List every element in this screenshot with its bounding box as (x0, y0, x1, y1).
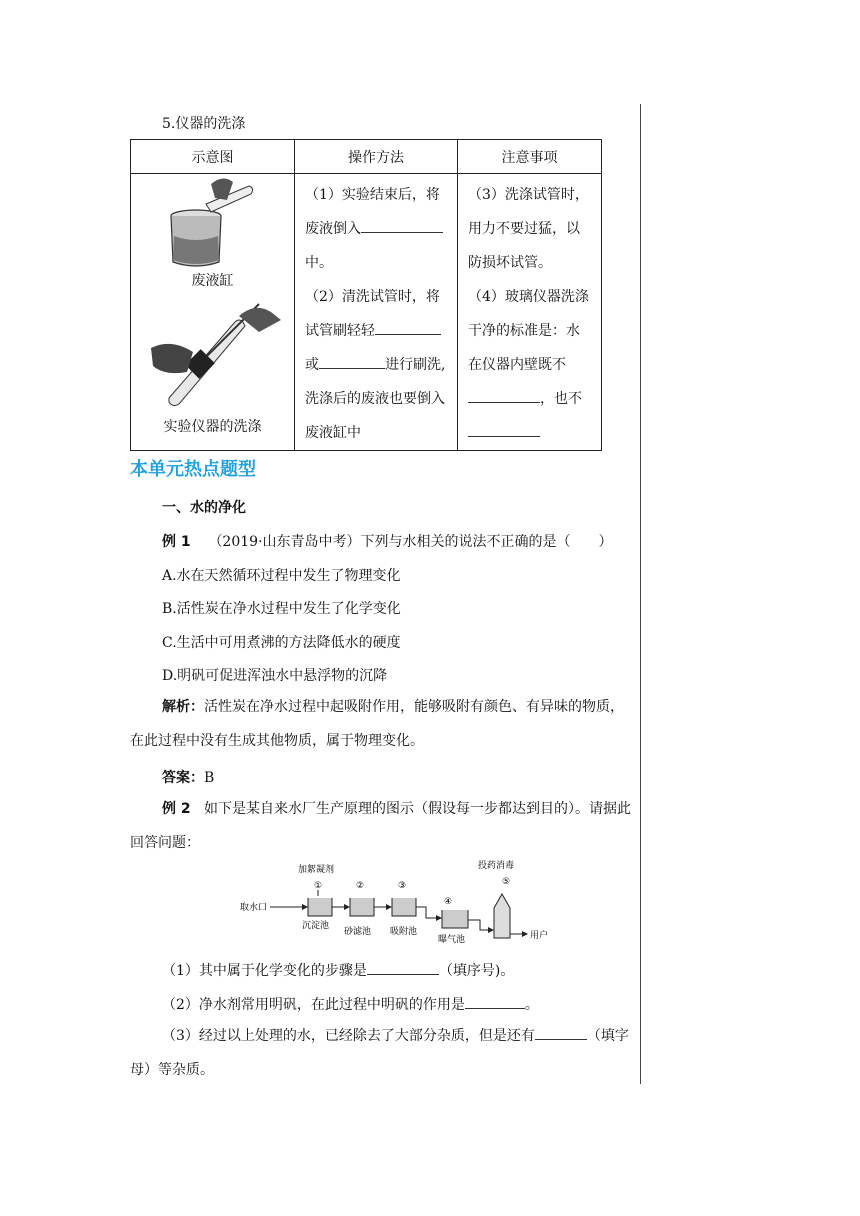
heading: 5.仪器的洗涤 (162, 116, 246, 132)
method-step-2b: 或 (305, 357, 319, 373)
caption-waste-jar: 废液缸 (191, 273, 234, 289)
note-4a: （4）玻璃仪器洗涤干净的标准是：水在仪器内壁既不 (468, 289, 589, 373)
answer-blank[interactable] (468, 388, 540, 403)
analysis-label: 解析： (162, 699, 204, 715)
washing-table (130, 139, 602, 451)
inlet-label: 取水口 (240, 903, 268, 913)
answer-blank[interactable] (375, 320, 441, 335)
answer-line (162, 767, 214, 787)
option-c: C.生活中可用煮沸的方法降低水的硬度 (162, 635, 401, 651)
answer-blank[interactable] (465, 994, 525, 1009)
q1-text-a: （1）其中属于化学变化的步骤是 (162, 963, 367, 979)
q3-text-b: （填字母）等杂质。 (130, 1028, 629, 1078)
coagulant-label: 加絮凝剂 (298, 865, 335, 875)
answer-blank[interactable] (468, 422, 540, 437)
analysis-paragraph (130, 690, 635, 758)
header-diagram: 示意图 (131, 140, 295, 174)
note-4b: ，也不 (540, 391, 582, 407)
answer-value: B (204, 770, 215, 786)
q1-text-b: （填序号)。 (438, 963, 515, 979)
q2-text-a: （2）净水剂常用明矾，在此过程中明矾的作用是 (162, 997, 465, 1013)
figure-cell (131, 174, 295, 451)
caption-instrument-washing: 实验仪器的洗涤 (163, 419, 262, 435)
method-step-1a: （1）实验结束后，将废液倒入 (305, 187, 440, 237)
answer-blank[interactable] (535, 1025, 587, 1040)
q2-text-b: 。 (524, 997, 539, 1013)
step5-number: ⑤ (502, 877, 511, 887)
example1-stem (162, 531, 613, 551)
method-step-1b: 中。 (305, 255, 333, 271)
water-treatment-diagram (240, 858, 570, 948)
example2-stem (130, 792, 635, 860)
question-1 (162, 960, 514, 980)
step4-label: 曝气池 (438, 935, 466, 945)
option-d: D.明矾可促进浑浊水中悬浮物的沉降 (162, 668, 388, 684)
option-a: A.水在天然循环过程中发生了物理变化 (162, 568, 401, 584)
header-method: 操作方法 (295, 140, 458, 174)
answer-blank[interactable] (319, 354, 385, 369)
note-3: （3）洗涤试管时，用力不要过猛，以防损坏试管。 (468, 187, 589, 271)
analysis-text: 活性炭在净水过程中起吸附作用，能够吸附有颜色、有异味的物质，在此过程中没有生成其他物质，属于物理变化。 (130, 699, 624, 749)
step4-number: ④ (444, 897, 453, 907)
step1-label: 沉淀池 (302, 921, 330, 931)
example1-label: 例 1 (162, 534, 191, 550)
notes-cell (458, 174, 602, 451)
question-3 (130, 1019, 635, 1087)
step2-label: 砂滤池 (344, 927, 372, 937)
method-step-2c: 进行刷洗,洗涤后的废液也要倒入废液缸中 (305, 357, 446, 441)
step2-number: ② (356, 881, 365, 891)
waste-beaker-illustration (131, 174, 295, 274)
answer-blank[interactable] (361, 218, 443, 233)
subsection-title: 一、水的净化 (162, 500, 246, 516)
option-b: B.活性炭在净水过程中发生了化学变化 (162, 601, 401, 617)
step1-number: ① (314, 881, 323, 891)
answer-label: 答案： (162, 770, 204, 786)
section-title: 本单元热点题型 (130, 459, 256, 480)
user-label: 用户 (530, 931, 549, 941)
example2-label: 例 2 (162, 801, 191, 817)
step3-label: 吸附池 (390, 927, 418, 937)
tube-washing-illustration (131, 302, 295, 412)
method-cell (295, 174, 458, 451)
q3-text-a: （3）经过以上处理的水，已经除去了大部分杂质，但是还有 (162, 1028, 535, 1044)
example2-question: 如下是某自来水厂生产原理的图示（假设每一步都达到目的）。请据此回答问题： (130, 801, 631, 851)
header-notes: 注意事项 (458, 140, 602, 174)
example1-question: （2019·山东青岛中考）下列与水相关的说法不正确的是（ ） (208, 534, 613, 550)
question-2 (162, 994, 539, 1014)
step3-number: ③ (398, 881, 407, 891)
method-step-2a: （2）清洗试管时，将试管刷轻轻 (305, 289, 440, 339)
answer-blank[interactable] (367, 960, 439, 975)
disinfect-label: 投药消毒 (478, 861, 515, 871)
margin-line (640, 104, 641, 1084)
